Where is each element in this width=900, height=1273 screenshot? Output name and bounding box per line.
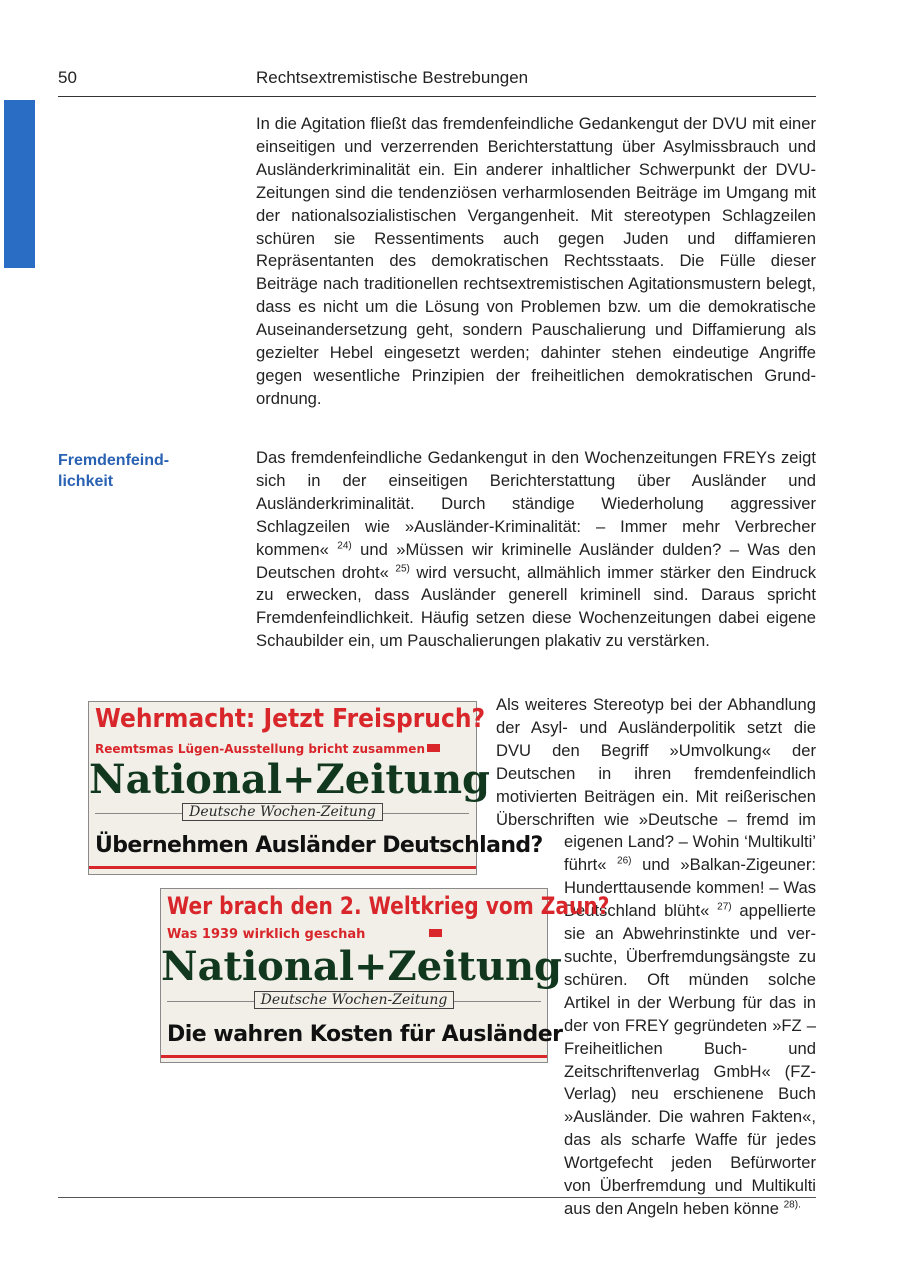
footer-rule — [58, 1197, 816, 1198]
paragraph-agitation: In die Agitation fließt das fremdenfeindliche Gedankengut der DVU mit einer einseitigen und verzerrenden Berichterstattung über Asylmissbrauch und Ausländerkriminalität ein. Ein anderer inhaltlicher Schwerpunkt der DVU-Zeitungen sind die tendenziösen verharmlosenden Beiträge im Umgang mit der nationalsozialistischen Vergangenheit. Mit stereotypen Schlagzeilen schüren sie Ressentiments auch gegen Juden und diffamieren Repräsentanten des demokratischen Rechtsstaats. Die Fülle dieser Beiträge nach traditionellen rechtsextremistischen Agitationsmustern belegt, dass es nicht um die Lösung von Problemen bzw. um die demokratische Auseinandersetzung geht, sondern Pauschalierung und Diffamierung als gezielter Hebel eingesetzt werden; dahinter stehen eindeutige Angriffe gegen wesentliche Prinzipien der freiheitlichen demokratischen Grundordnung. — [256, 114, 816, 408]
paragraph3-part1: Als weiteres Stereotyp bei der Abhandlung der Asyl- und Ausländerpolitik setzt die DVU den Begriff »Umvolkung« der Deutschen in ihren fremdenfeindlich motivierten Beiträgen ein. Mit reißerischen Überschriften wie »Deutsche – fremd im eigenen Land? – Wohin ‘Multikulti’ führt« — [496, 695, 816, 875]
footnote-ref-25: 25) — [395, 563, 410, 574]
clipping2-tag — [429, 929, 442, 937]
paragraph2-part3: wird versucht, allmählich immer stärker den Eindruck zu erwecken, dass Ausländer generell kriminell sind. Daraus spricht Fremdenfeindlichkeit. Häufig setzen diese Wochenzeitungen dabei eigene Schaubilder ein, um Pauschalierungen plakativ zu verstärken. — [256, 562, 816, 651]
clipping2-bottom-headline: Die wahren Kosten für Ausländer — [167, 1022, 563, 1047]
footnote-ref-27: 27) — [717, 901, 732, 913]
paragraph-fremdenfeindliches-gedankengut — [256, 447, 816, 653]
clipping1-subtitle: Deutsche Wochen-Zeitung — [182, 803, 383, 821]
footnote-ref-26: 26) — [617, 855, 632, 867]
footnote-ref-28: 28). — [783, 1199, 801, 1211]
clipping2-subline: Was 1939 wirklich geschah — [167, 927, 366, 942]
clipping2-headline: Wer brach den 2. Weltkrieg vom Zaun? — [167, 892, 610, 920]
newspaper-clipping-2 — [160, 888, 610, 1063]
header-rule — [58, 96, 816, 97]
clipping2-masthead: National+Zeitung — [161, 943, 562, 990]
margin-note-fremdenfeindlichkeit: Fremdenfeind- lichkeit — [58, 452, 170, 490]
paragraph3-part2: und »Balkan-Zigeuner: Hunderttausende kommen! – Was Deutschland blüht« — [564, 855, 816, 921]
newspaper-clipping-1 — [88, 701, 543, 875]
clipping1-headline: Wehrmacht: Jetzt Freispruch? — [95, 704, 486, 734]
clipping1-masthead: National+Zeitung — [89, 756, 490, 803]
chapter-tab-marker — [4, 100, 35, 268]
page-number: 50 — [58, 68, 77, 87]
clipping1-tag — [427, 744, 440, 752]
clipping2-subtitle: Deutsche Wochen-Zeitung — [254, 991, 455, 1009]
clipping1-subline: Reemtsmas Lügen-Ausstellung bricht zusammen — [95, 742, 425, 756]
running-head: Rechtsextremistische Bestrebungen — [256, 68, 529, 87]
paragraph3-part3: appellierte sie an Abwehrinstinkte und versuchte, Überfremdungsängste zu schüren. Oft münden solche Artikel in der Werbung für das in der von FREY gegründeten »FZ – Freiheitlichen Buch- und Zeitschriftenverlag GmbH« (FZ-Verlag) neu erschienene Buch »Ausländer. Die wahren Fakten«, das als scharfe Waffe für jedes Wortgefecht jeden Befürworter von Überfremdung und Multikulti aus den Angeln heben könne — [564, 901, 816, 1218]
paragraph2-part1: Das fremdenfeindliche Gedankengut in den Wochenzeitungen FREYs zeigt sich in der einseitigen Berichterstattung über Ausländer und Ausländerkriminalität. Durch ständige Wiederholung aggressiver Schlagzeilen wie »Ausländer-Kriminalität: – Immer mehr Verbrecher kommen« — [256, 448, 816, 559]
paragraph2-part2: und »Müssen wir kriminelle Ausländer dulden? – Was den Deutschen droht« — [256, 539, 816, 582]
clipping1-bottom-headline: Übernehmen Ausländer Deutschland? — [95, 833, 543, 858]
footnote-ref-24: 24) — [337, 540, 352, 552]
